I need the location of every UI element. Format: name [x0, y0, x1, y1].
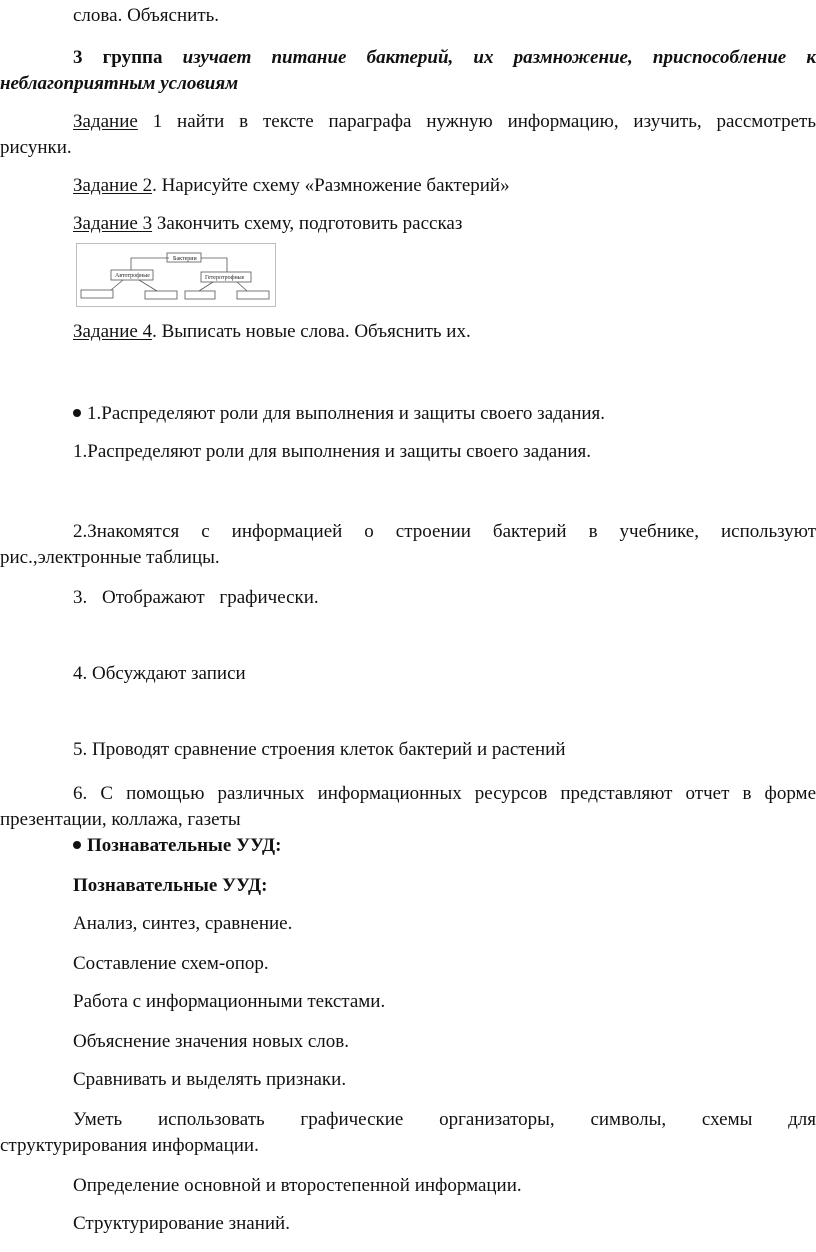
- list-item: Объяснение значения новых слов.: [73, 1031, 349, 1052]
- group-topic: изучает питание бактерий, их размножение, приспособление к: [182, 47, 816, 68]
- group-heading: [0, 46, 816, 70]
- list-item: 5. Проводят сравнение строения клеток бактерий и растений: [73, 739, 566, 760]
- task-1-label: Задание: [73, 111, 138, 132]
- connector: [139, 280, 157, 291]
- list-item: 1.Распределяют роли для выполнения и защиты своего задания.: [73, 441, 592, 462]
- left-label: Автотрофные: [115, 273, 150, 279]
- task-1: [0, 110, 816, 134]
- task-2: [73, 174, 510, 198]
- group-heading-cont: неблагоприятным условиям: [0, 73, 239, 94]
- list-item: 4. Обсуждают записи: [73, 663, 246, 684]
- group-number: 3 группа: [73, 47, 163, 68]
- list-item: 3. Отображают графически.: [73, 587, 319, 608]
- connector: [201, 258, 227, 272]
- connector: [199, 282, 213, 291]
- leaf-box: [81, 290, 113, 298]
- connector: [237, 282, 247, 291]
- scheme-svg: [77, 244, 275, 306]
- task-2-text: . Нарисуйте схему «Размножение бактерий»: [152, 175, 510, 196]
- section-heading: Познавательные УУД:: [73, 875, 268, 896]
- list-item: Анализ, синтез, сравнение.: [73, 913, 293, 934]
- text-line: слова. Объяснить.: [73, 5, 220, 26]
- task-3-label: Задание 3: [73, 213, 153, 234]
- leaf-box: [237, 291, 269, 299]
- connector: [111, 280, 123, 290]
- task-2-label: Задание 2: [73, 175, 153, 196]
- list-item: Работа с информационными текстами.: [73, 991, 386, 1012]
- root-label: Бактерии: [173, 256, 197, 262]
- connector: [131, 258, 169, 270]
- bullet-item: [73, 402, 605, 426]
- list-item: 2.Знакомятся с информацией о строении бактерий в учебнике, используют: [73, 521, 816, 542]
- list-item-cont: рис.,электронные таблицы.: [0, 547, 220, 568]
- bullet-heading: [73, 834, 281, 858]
- bullet-icon: [73, 841, 81, 849]
- task-3: [73, 212, 462, 236]
- bullet-heading-text: Познавательные УУД:: [87, 835, 282, 856]
- list-item: 6. С помощью различных информационных ресурсов представляют отчет в форме: [73, 783, 816, 804]
- list-item: Составление схем-опор.: [73, 953, 269, 974]
- right-label: Гетеротрофные: [205, 275, 245, 281]
- task-1-text: 1 найти в тексте параграфа нужную информацию, изучить, рассмотреть: [152, 111, 816, 132]
- list-item-cont: структурирования информации.: [0, 1135, 259, 1156]
- list-item: Определение основной и второстепенной информации.: [73, 1175, 522, 1196]
- leaf-box: [185, 291, 215, 299]
- list-item-cont: презентации, коллажа, газеты: [0, 809, 241, 830]
- task-1-cont: рисунки.: [0, 137, 72, 158]
- bullet-icon: [73, 409, 81, 417]
- task-3-text: Закончить схему, подготовить рассказ: [152, 213, 463, 234]
- list-item: Сравнивать и выделять признаки.: [73, 1069, 347, 1090]
- task-4: [73, 320, 471, 344]
- leaf-box: [145, 291, 177, 299]
- task-4-text: . Выписать новые слова. Объяснить их.: [152, 321, 471, 342]
- bullet-text: 1.Распределяют роли для выполнения и защиты своего задания.: [87, 403, 606, 424]
- list-item: Уметь использовать графические организаторы, символы, схемы для: [73, 1109, 816, 1130]
- list-item: Структурирование знаний.: [73, 1213, 290, 1234]
- bacteria-scheme-diagram: [76, 243, 276, 307]
- task-4-label: Задание 4: [73, 321, 153, 342]
